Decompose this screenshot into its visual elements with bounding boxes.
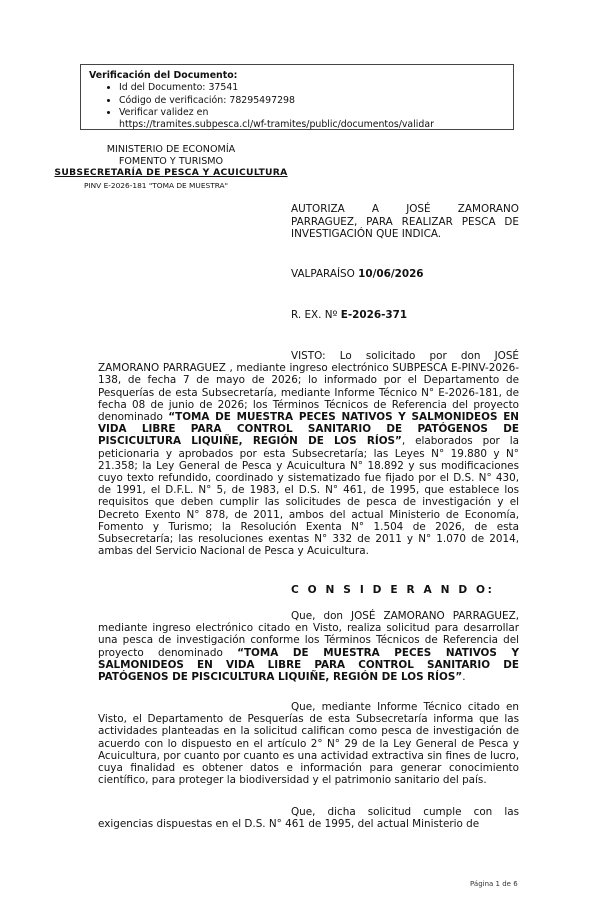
resolution-number: E-2026-371 [340,309,408,321]
date-line [291,268,424,280]
considerando-1-end: . [462,671,466,684]
ministry-name: MINISTERIO DE ECONOMÍA [106,144,236,155]
considerando-paragraph-3 [98,806,519,830]
ministry-subname: FOMENTO Y TURISMO [118,155,224,167]
verify-validity: • Verificar validez en [119,107,505,119]
considerando-2-text: Que, mediante Informe Técnico citado en Visto, el Departamento de Pesquerías de esta Subsecretaría informa que las actividades planteadas en la solicitud califican como pesca de investigación de acuerdo con lo dispuesto en el artículo 2° N° 29 de la Ley General de Pesca y Acuicultura, por cuanto por cuanto es una actividad extractiva sin fines de lucro, cuya finalidad es obtener datos e información para generar conocimiento científico, para proteger la biodiversidad y el patrimonio sanitario del país. [98,701,519,787]
page-number: Página 1 de 6 [470,880,518,888]
verification-list [89,82,505,119]
pinv-reference: PINV E-2026-181 "TOMA DE MUESTRA" [84,180,229,190]
considerando-3-text: Que, dicha solicitud cumple con las exigencias dispuestas en el D.S. N° 461 de 1995, del actual Ministerio de [98,806,519,831]
verification-box [80,64,514,130]
heading-line-1: AUTORIZA A JOSÉ ZAMORANO [291,203,519,215]
ministry-header [46,144,296,191]
considerando-paragraph-1 [98,610,519,683]
resolution-heading [291,203,519,241]
considerando-1-text: Que, don JOSÉ ZAMORANO PARRAGUEZ, mediante ingreso electrónico citado en Visto, realiza solicitud para desarrollar una pesca de investigación conforme los Términos Técnicos de Referencia del proyecto denominado [98,610,519,659]
verification-url[interactable]: https://tramites.subpesca.cl/wf-tramites/public/documentos/validar [119,119,434,131]
heading-rest: PARRAGUEZ, PARA REALIZAR PESCA DE INVESTIGACIÓN QUE INDICA. [291,215,519,241]
considerando-paragraph-2 [98,701,519,786]
visto-project-name: “TOMA DE MUESTRA PECES NATIVOS Y SALMONIDEOS EN VIDA LIBRE PARA CONTROL SANITARIO DE PATÓGENOS DE PISCICULTURA LIQUIÑE, REGIÓN DE LOS RÍOS” [98,411,519,448]
resolution-prefix: R. EX. Nº [291,309,338,321]
verification-code: • Código de verificación: 78295497298 [119,95,505,107]
document-id: • Id del Documento: 37541 [119,82,505,94]
verification-title: Verificación del Documento: [89,70,238,81]
considerando-1-project: “TOMA DE MUESTRA PECES NATIVOS Y SALMONIDEOS EN VIDA LIBRE PARA CONTROL SANITARIO DE PATÓGENOS DE PISCICULTURA LIQUIÑE, REGIÓN DE LOS RÍOS” [98,646,520,684]
visto-text-1: ZAMORANO PARRAGUEZ , mediante ingreso electrónico SUBPESCA E-PINV-2026-138, de fecha 7 de mayo de 2026; lo informado por el Departamento de Pesquerías de esta Subsecretaría, mediante Informe Técnico N° E-2026-181, de fecha 08 de junio de 2026; los Términos Técnicos de Referencia del proyecto denominado [98,362,519,424]
visto-text-2: , elaborados por la peticionaria y aprobados por esta Subsecretaría; las Leyes N° 19.880 y N° 21.358; la Ley General de Pesca y Acuicultura N° 18.892 y sus modificaciones cuyo texto refundido, coordinado y sistematizado fue fijado por el D.S. N° 430, de 1991, el D.F.L. N° 5, de 1983, el D.S. N° 461, de 1995, que establece los requisitos que deben cumplir las solicitudes de pesca de investigación y el Decreto Exento N° 878, de 2011, ambos del actual Ministerio de Economía, Fomento y Turismo; la Resolución Exenta N° 1.504 de 2026, de esta Subsecretaría; las resoluciones exentas N° 332 de 2011 y N° 1.070 de 2014, ambas del Servicio Nacional de Pesca y Acuicultura. [98,435,520,558]
date-value: 10/06/2026 [358,268,424,280]
subsecretaria-name: SUBSECRETARÍA DE PESCA Y ACUICULTURA [54,167,288,179]
visto-paragraph [98,350,519,557]
date-place: VALPARAÍSO [291,268,355,280]
considerando-title: C O N S I D E R A N D O: [291,584,495,596]
visto-lead: VISTO: Lo solicitado por don JOSÉ [291,350,519,362]
resolution-number-line [291,309,407,321]
